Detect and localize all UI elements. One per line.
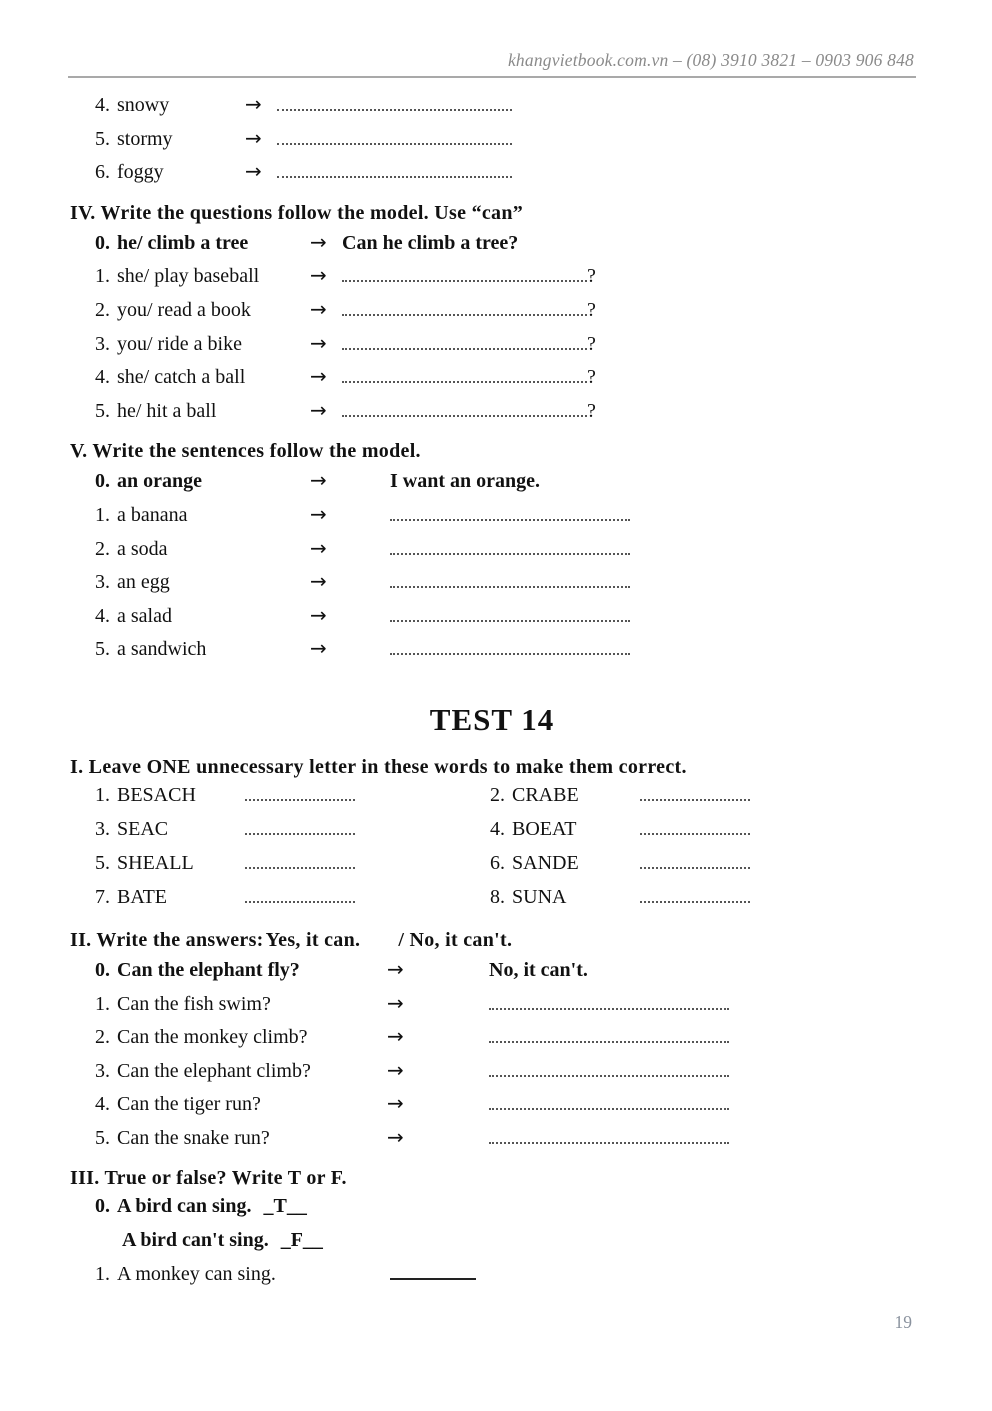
item-label: 1. she/ play baseball xyxy=(95,265,260,288)
section-v-item-row xyxy=(70,636,914,670)
arrow-icon: → xyxy=(310,330,327,355)
section-iv-item-row xyxy=(70,263,914,297)
section-iv-item-row xyxy=(70,331,914,365)
answer-blank xyxy=(245,866,355,869)
question-mark: ? xyxy=(587,265,596,288)
answer-blank xyxy=(640,866,750,869)
answer-blank xyxy=(342,347,587,350)
arrow-icon: → xyxy=(310,397,327,422)
arrow-icon: → xyxy=(387,1057,404,1082)
section-ii-item-row xyxy=(70,1125,914,1159)
answer-blank xyxy=(245,798,355,801)
item-label: 5. he/ hit a ball xyxy=(95,399,217,422)
item-label: 7. BATE xyxy=(95,885,167,908)
item-label: 3. an egg xyxy=(95,571,170,594)
arrow-icon: → xyxy=(310,636,327,661)
answer-blank xyxy=(245,900,355,903)
question-mark: ? xyxy=(587,332,596,355)
answer-blank xyxy=(390,552,630,555)
answer-blank xyxy=(342,313,587,316)
item-label: 4. BOEAT xyxy=(490,817,577,840)
section-v-item-row xyxy=(70,502,914,536)
question-mark: ? xyxy=(587,366,596,389)
item-label: 3. SEAC xyxy=(95,817,169,840)
section-ii-model-row xyxy=(70,957,914,991)
section-v-item-row xyxy=(70,603,914,637)
weather-item-row xyxy=(70,92,914,126)
section-i-item-row xyxy=(95,852,490,886)
item-label: 4. Can the tiger run? xyxy=(95,1093,261,1116)
answer-blank xyxy=(489,1040,729,1043)
answer-blank xyxy=(245,832,355,835)
arrow-icon: → xyxy=(387,956,404,981)
arrow-icon: → xyxy=(387,990,404,1015)
section-ii-item-row xyxy=(70,1024,914,1058)
header-site-info: khangvietbook.com.vn – (08) 3910 3821 – 0903 906 848 xyxy=(507,50,914,70)
item-label: 1. a banana xyxy=(95,503,188,526)
arrow-icon: → xyxy=(310,602,327,627)
answer-blank xyxy=(640,900,750,903)
arrow-icon: → xyxy=(245,125,262,150)
arrow-icon: → xyxy=(387,1091,404,1116)
arrow-icon: → xyxy=(245,92,262,116)
section-ii-item-row xyxy=(70,1091,914,1125)
item-label: 1. A monkey can sing. xyxy=(95,1262,276,1285)
arrow-icon: → xyxy=(245,159,262,184)
section-v-item-row xyxy=(70,536,914,570)
weather-item-label: 5. stormy xyxy=(95,127,173,150)
section-v-model-row xyxy=(70,468,914,502)
arrow-icon: → xyxy=(310,263,327,288)
section-i-grid xyxy=(70,784,914,920)
section-iii-model-true-row xyxy=(70,1195,914,1229)
answer-blank xyxy=(489,1107,729,1110)
test-title: TEST 14 xyxy=(429,701,555,737)
section-ii-item-row xyxy=(70,991,914,1025)
model-answer: _F__ xyxy=(280,1229,323,1252)
item-label: 2. a soda xyxy=(95,537,168,560)
answer-blank xyxy=(640,832,750,835)
item-label: 3. Can the elephant climb? xyxy=(95,1059,311,1082)
arrow-icon: → xyxy=(310,468,327,493)
arrow-icon: → xyxy=(310,569,327,594)
model-answer: _T__ xyxy=(263,1195,307,1218)
answer-blank xyxy=(342,380,587,383)
section-i-item-row xyxy=(95,818,490,852)
page-number: 19 xyxy=(894,1312,912,1332)
weather-item-row xyxy=(70,159,914,193)
answer-blank xyxy=(489,1141,729,1144)
arrow-icon: → xyxy=(310,535,327,560)
section-i-item-row xyxy=(490,818,914,852)
item-label: 5. SHEALL xyxy=(95,851,194,874)
section-iv-title: IV. Write the questions follow the model. Use “can” xyxy=(70,201,524,224)
answer-blank xyxy=(390,518,630,521)
section-ii-title xyxy=(70,923,914,957)
answer-blank xyxy=(342,414,587,417)
answer-blank xyxy=(390,652,630,655)
item-label: 2. Can the monkey climb? xyxy=(95,1026,308,1049)
question-mark: ? xyxy=(587,298,596,321)
model-answer: Can he climb a tree? xyxy=(342,231,519,254)
section-iii-model-false-row xyxy=(70,1229,914,1263)
answer-blank xyxy=(489,1074,729,1077)
answer-blank xyxy=(277,175,512,178)
section-iii-title: III. True or false? Write T or F. xyxy=(70,1167,347,1190)
item-label: 0. Can the elephant fly? xyxy=(95,958,300,981)
section-ii-title-no: / No, it can't. xyxy=(398,928,513,951)
item-label: 0. he/ climb a tree xyxy=(95,231,249,254)
answer-blank xyxy=(390,585,630,588)
item-label: 5. a sandwich xyxy=(95,638,207,661)
item-label: 6. SANDE xyxy=(490,851,579,874)
page-content xyxy=(0,78,992,1296)
section-iv-model-row xyxy=(70,230,914,264)
item-label: 2. you/ read a book xyxy=(95,298,251,321)
weather-item-row xyxy=(70,126,914,160)
answer-blank xyxy=(390,619,630,622)
item-label: 0. A bird can sing. xyxy=(95,1195,252,1218)
section-ii-item-row xyxy=(70,1058,914,1092)
section-i-item-row xyxy=(490,886,914,920)
arrow-icon: → xyxy=(310,296,327,321)
item-label: 2. CRABE xyxy=(490,783,579,806)
item-label: 4. a salad xyxy=(95,604,172,627)
item-label: 0. an orange xyxy=(95,470,202,493)
arrow-icon: → xyxy=(310,501,327,526)
arrow-icon: → xyxy=(387,1124,404,1149)
answer-blank xyxy=(277,142,512,145)
section-i-item-row xyxy=(95,886,490,920)
section-v-item-row xyxy=(70,569,914,603)
answer-blank xyxy=(277,108,512,111)
section-iv-item-row xyxy=(70,297,914,331)
section-iii-item-row xyxy=(70,1263,914,1297)
answer-blank xyxy=(489,1007,729,1010)
item-label: 1. BESACH xyxy=(95,783,196,806)
section-iv-item-row xyxy=(70,398,914,432)
model-answer: I want an orange. xyxy=(390,470,541,493)
weather-item-label: 6. foggy xyxy=(95,161,164,184)
answer-blank xyxy=(390,1277,476,1280)
section-ii-title-main: II. Write the answers: xyxy=(70,928,264,951)
section-ii-title-yes: Yes, it can. xyxy=(265,928,361,951)
section-i-item-row xyxy=(490,852,914,886)
question-mark: ? xyxy=(587,399,596,422)
section-i-title: I. Leave ONE unnecessary letter in these words to make them correct. xyxy=(70,755,687,778)
arrow-icon: → xyxy=(310,364,327,389)
section-v-title: V. Write the sentences follow the model. xyxy=(70,440,421,463)
item-label: 5. Can the snake run? xyxy=(95,1126,270,1149)
weather-item-label: 4. snowy xyxy=(95,94,170,116)
model-answer: No, it can't. xyxy=(489,958,588,981)
item-label: 8. SUNA xyxy=(490,885,567,908)
item-label: 1. Can the fish swim? xyxy=(95,992,271,1015)
arrow-icon: → xyxy=(310,229,327,254)
item-label: 3. you/ ride a bike xyxy=(95,332,242,355)
section-iv-item-row xyxy=(70,364,914,398)
item-label: 4. she/ catch a ball xyxy=(95,366,246,389)
arrow-icon: → xyxy=(387,1024,404,1049)
section-i-item-row xyxy=(95,784,490,818)
section-i-item-row xyxy=(490,784,914,818)
answer-blank xyxy=(640,798,750,801)
answer-blank xyxy=(342,279,587,282)
item-label: A bird can't sing. xyxy=(122,1229,269,1252)
